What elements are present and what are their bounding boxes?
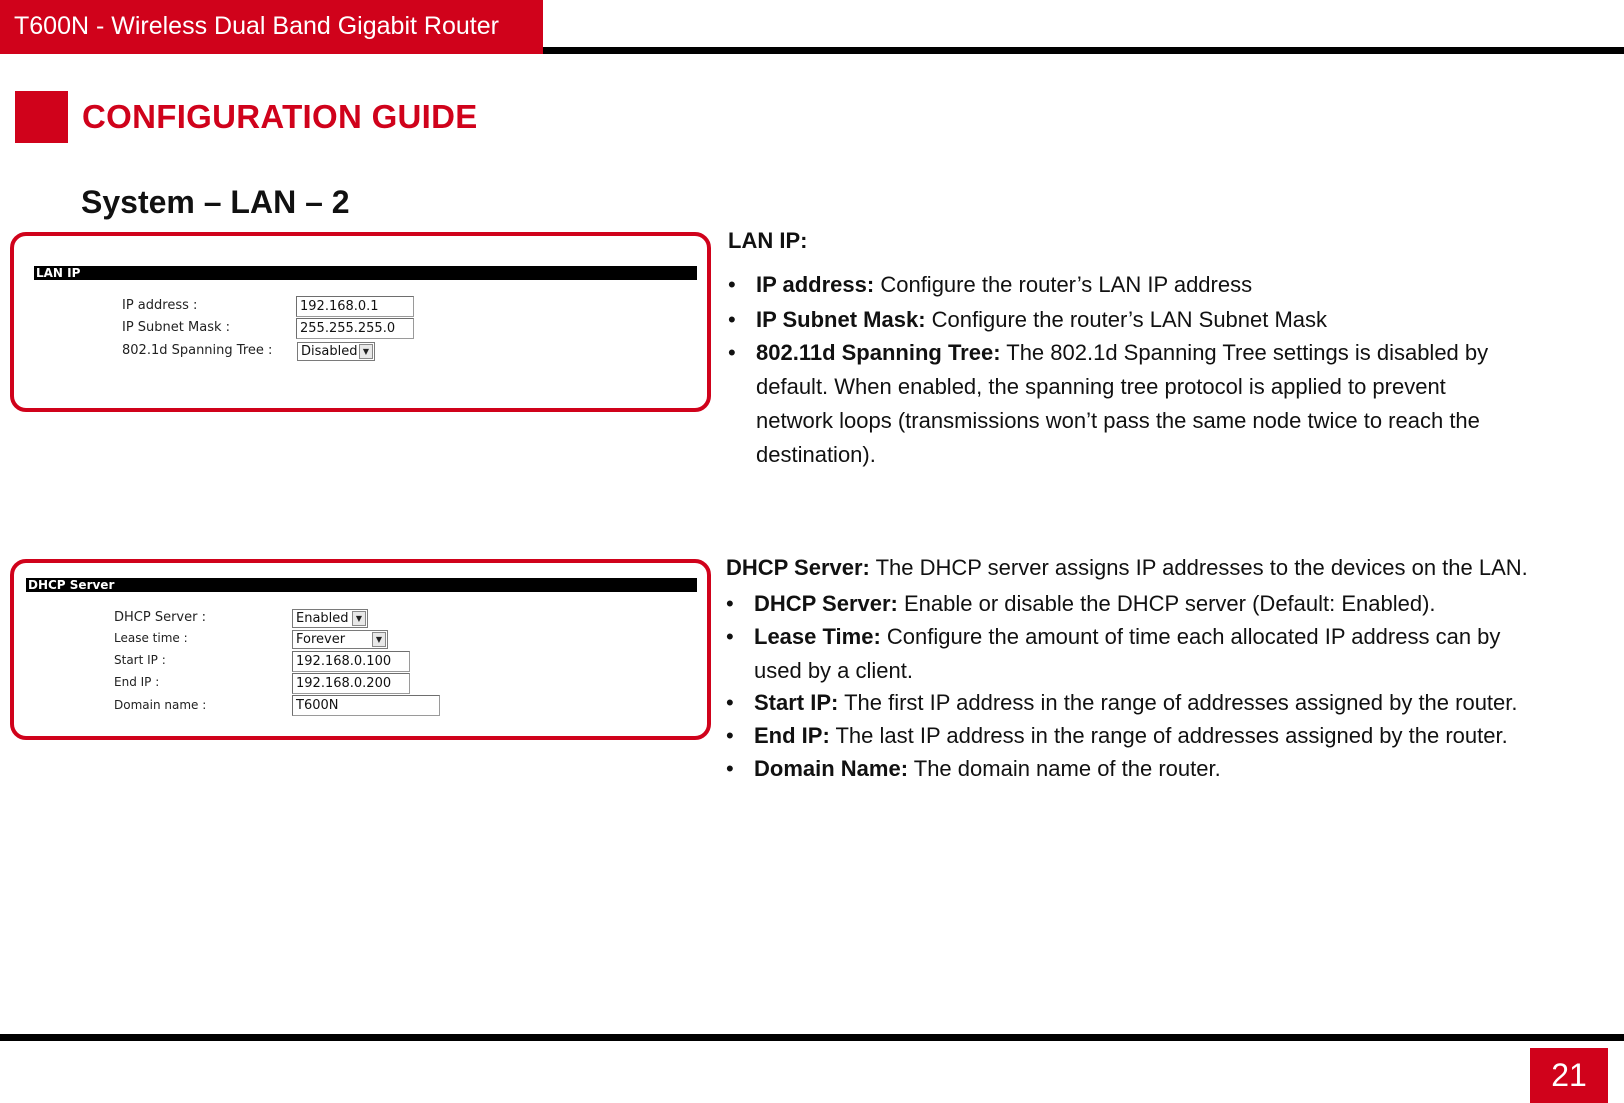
domain-name-field[interactable]: T600N bbox=[292, 695, 440, 716]
page-number: 21 bbox=[1530, 1048, 1608, 1103]
lease-time-select-value: Forever bbox=[296, 632, 346, 647]
dhcp-server-description bbox=[726, 551, 1576, 791]
header-rule bbox=[543, 47, 1624, 54]
spanning-tree-label: 802.1d Spanning Tree : bbox=[122, 343, 273, 358]
spanning-tree-select-value: Disabled bbox=[301, 344, 358, 359]
guide-title: CONFIGURATION GUIDE bbox=[82, 98, 478, 135]
bullet-icon: • bbox=[728, 307, 736, 332]
bullet-icon: • bbox=[726, 624, 734, 649]
lan-ip-heading: LAN IP: bbox=[728, 228, 808, 253]
bullet-icon: • bbox=[726, 723, 734, 748]
dhcp-server-select-value: Enabled bbox=[296, 611, 349, 626]
bullet-icon: • bbox=[726, 690, 734, 715]
end-ip-field[interactable]: 192.168.0.200 bbox=[292, 673, 410, 694]
lan-ip-description bbox=[728, 224, 1548, 474]
bullet-text: 802.11d Spanning Tree: The 802.1d Spanning Tree settings is disabled by default. When enabled, the spanning tree protocol is applied to prevent network loops (transmissions won’t pass the same node twice to reach the destination). bbox=[756, 340, 1489, 467]
bullet-text: DHCP Server: Enable or disable the DHCP server (Default: Enabled). bbox=[754, 591, 1436, 616]
document-header-title: T600N - Wireless Dual Band Gigabit Router bbox=[0, 0, 543, 54]
dhcp-server-label: DHCP Server : bbox=[114, 610, 206, 625]
chevron-down-icon[interactable]: ▼ bbox=[359, 344, 373, 359]
ip-subnet-mask-field[interactable]: 255.255.255.0 bbox=[296, 318, 414, 339]
lease-time-label: Lease time : bbox=[114, 631, 188, 645]
chevron-down-icon[interactable]: ▼ bbox=[352, 611, 366, 626]
footer-rule bbox=[0, 1034, 1624, 1041]
bullet-text: Start IP: The first IP address in the range of addresses assigned by the router. bbox=[754, 690, 1518, 715]
ip-address-label: IP address : bbox=[122, 298, 198, 313]
bullet-text: IP Subnet Mask: Configure the router’s LAN Subnet Mask bbox=[756, 307, 1328, 332]
bullet-text: IP address: Configure the router’s LAN IP address bbox=[756, 272, 1253, 297]
guide-marker-square bbox=[15, 91, 68, 143]
start-ip-field[interactable]: 192.168.0.100 bbox=[292, 651, 410, 672]
lease-time-select[interactable] bbox=[292, 630, 388, 649]
spanning-tree-select[interactable] bbox=[297, 342, 375, 361]
end-ip-label: End IP : bbox=[114, 675, 160, 689]
ip-subnet-mask-label: IP Subnet Mask : bbox=[122, 320, 231, 335]
dhcp-server-heading: DHCP Server: The DHCP server assigns IP addresses to the devices on the LAN. bbox=[726, 555, 1528, 580]
lan-ip-bar: LAN IP bbox=[34, 266, 697, 280]
bullet-text: Domain Name: The domain name of the router. bbox=[754, 756, 1221, 781]
lan-ip-screenshot-panel bbox=[10, 232, 711, 412]
bullet-icon: • bbox=[726, 591, 734, 616]
ip-address-field[interactable]: 192.168.0.1 bbox=[296, 296, 414, 317]
domain-name-label: Domain name : bbox=[114, 698, 207, 712]
bullet-icon: • bbox=[728, 340, 736, 365]
section-title: System – LAN – 2 bbox=[81, 184, 350, 220]
bullet-icon: • bbox=[726, 756, 734, 781]
start-ip-label: Start IP : bbox=[114, 653, 166, 667]
dhcp-server-bar: DHCP Server bbox=[26, 578, 697, 592]
bullet-icon: • bbox=[728, 272, 736, 297]
dhcp-server-select[interactable] bbox=[292, 609, 368, 628]
bullet-text: Lease Time: Configure the amount of time each allocated IP address can by used by a client. bbox=[754, 624, 1501, 683]
chevron-down-icon[interactable]: ▼ bbox=[372, 632, 386, 647]
dhcp-server-screenshot-panel bbox=[10, 559, 711, 740]
bullet-text: End IP: The last IP address in the range of addresses assigned by the router. bbox=[754, 723, 1508, 748]
